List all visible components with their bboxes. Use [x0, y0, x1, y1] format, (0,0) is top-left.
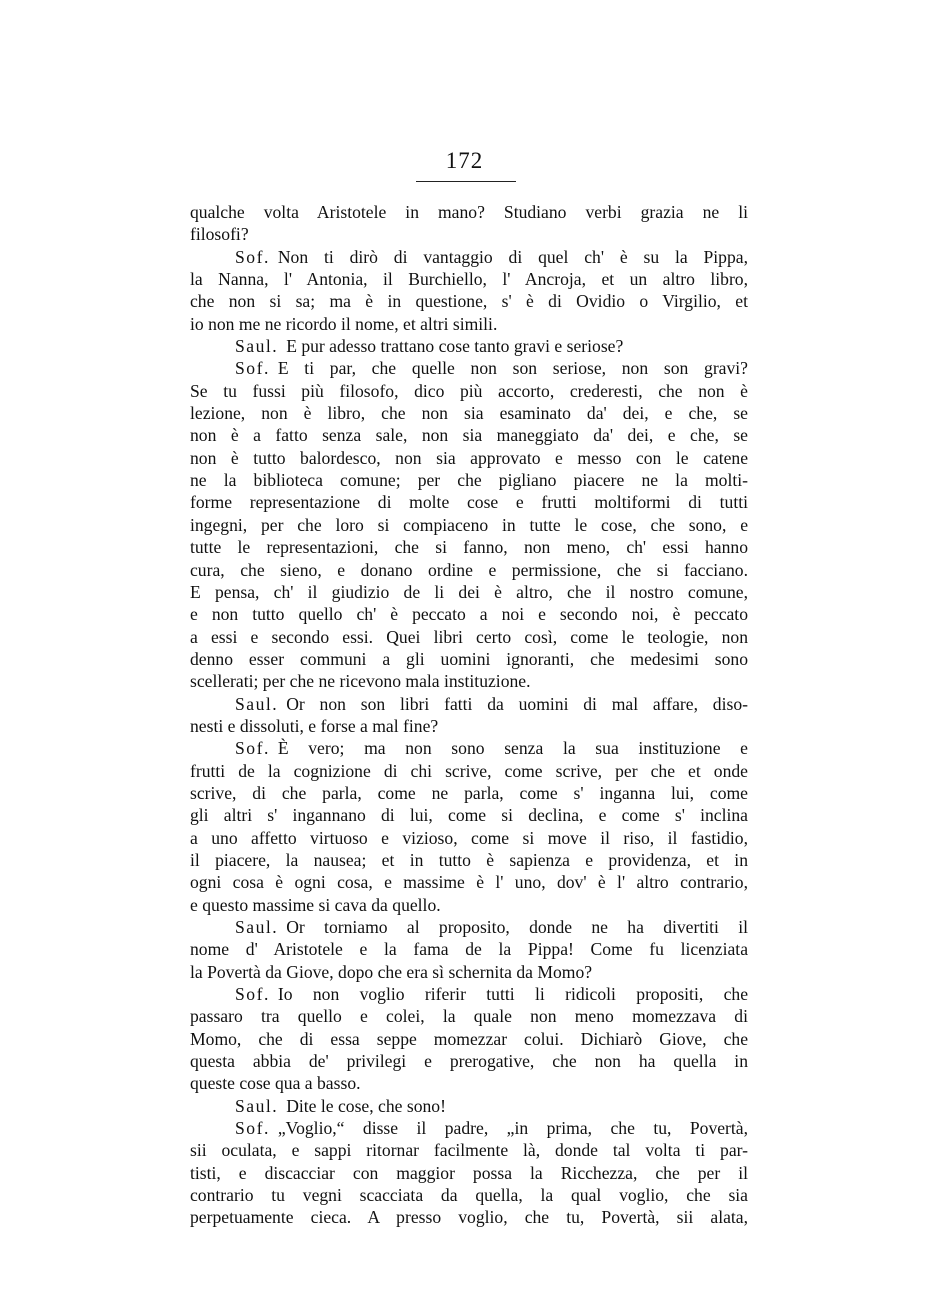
line-text: ingegni, per che loro si compiaceno in tutte le cose, che sono, e — [190, 514, 748, 535]
line-text: perpetuamente cieca. A presso voglio, che tu, Povertà, sii alata, — [190, 1207, 748, 1228]
line-text: cura, che sieno, e donano ordine e permissione, che si facciano. — [190, 559, 748, 580]
line-text: Or non son libri fatti da uomini di mal affare, diso- — [286, 693, 748, 714]
text-line — [190, 648, 748, 670]
text-line — [190, 1095, 748, 1117]
line-text: la Povertà da Giove, dopo che era sì schernita da Momo? — [190, 961, 593, 982]
text-line — [190, 469, 748, 491]
line-text: filosofi? — [190, 224, 249, 245]
text-line — [190, 1050, 748, 1072]
line-text: tisti, e discacciar con maggior possa la Ricchezza, che per il — [190, 1162, 748, 1183]
line-text: e questo massime si cava da quello. — [190, 894, 441, 915]
line-text: che non si sa; ma è in questione, s' è di Ovidio o Virgilio, et — [190, 291, 748, 312]
text-line — [190, 693, 748, 715]
line-text: questa abbia de' privilegi e prerogative, che non ha quella in — [190, 1051, 748, 1072]
speaker-label: Sof. — [235, 738, 270, 759]
line-text: gli altri s' ingannano di lui, come si declina, e come s' inclina — [190, 805, 748, 826]
text-line — [190, 1028, 748, 1050]
text-line — [190, 827, 748, 849]
line-text: forme representazione di molte cose e frutti moltiformi di tutti — [190, 492, 748, 513]
line-text: „Voglio,“ disse il padre, „in prima, che tu, Povertà, — [277, 1118, 748, 1139]
line-text: la Nanna, l' Antonia, il Burchiello, l' Ancroja, et un altro libro, — [190, 269, 748, 290]
text-line — [190, 737, 748, 759]
text-line — [190, 223, 748, 245]
text-line — [190, 313, 748, 335]
text-line — [190, 804, 748, 826]
line-text: e non tutto quello ch' è peccato a noi e secondo noi, è peccato — [190, 604, 748, 625]
line-text: non è tutto balordesco, non sia approvato e messo con le catene — [190, 447, 748, 468]
speaker-label: Sof. — [235, 984, 270, 1005]
text-line — [190, 581, 748, 603]
text-line — [190, 246, 748, 268]
text-line — [190, 491, 748, 513]
line-text: frutti de la cognizione di chi scrive, come scrive, per che et onde — [190, 760, 748, 781]
line-text: È vero; ma non sono senza la sua instituzione e — [277, 738, 748, 759]
text-line — [190, 894, 748, 916]
text-line — [190, 603, 748, 625]
line-text: Momo, che di essa seppe momezzar colui. Dichiarò Giove, che — [190, 1028, 748, 1049]
text-line — [190, 670, 748, 692]
text-line — [190, 201, 748, 223]
speaker-label: Saul. — [235, 1095, 279, 1116]
line-text: scrive, di che parla, come ne parla, come s' inganna lui, come — [190, 782, 748, 803]
line-text: Or torniamo al proposito, donde ne ha divertiti il — [286, 917, 748, 937]
text-line — [190, 514, 748, 536]
page-number: 172 — [445, 148, 484, 173]
text-line — [190, 424, 748, 446]
line-text: denno esser communi a gli uomini ignoranti, che medesimi sono — [190, 648, 748, 669]
text-line — [190, 380, 748, 402]
header-rule — [416, 181, 516, 182]
line-text: queste cose qua a basso. — [190, 1073, 361, 1094]
text-line — [190, 268, 748, 290]
text-line — [190, 1005, 748, 1027]
text-line — [190, 871, 748, 893]
line-text: Io non voglio riferir tutti li ridicoli propositi, che — [277, 984, 748, 1005]
line-text: Non ti dirò di vantaggio di quel ch' è su la Pippa, — [277, 246, 748, 267]
line-text: ne la biblioteca comune; per che pigliano piacere ne la molti- — [190, 470, 748, 491]
speaker-label: Sof. — [235, 246, 270, 267]
line-text: nome d' Aristotele e la fama de la Pippa! Come fu licenziata — [190, 939, 748, 960]
line-text: il piacere, la nausea; et in tutto è sapienza e providenza, et in — [190, 849, 748, 870]
line-text: non è a fatto senza sale, non sia maneggiato da' dei, e che, se — [190, 425, 748, 446]
text-line — [190, 961, 748, 983]
text-line — [190, 290, 748, 312]
text-line — [190, 849, 748, 871]
text-line — [190, 760, 748, 782]
text-line — [190, 1139, 748, 1161]
line-text: a essi e secondo essi. Quei libri certo così, come le teologie, non — [190, 626, 748, 647]
speaker-label: Sof. — [235, 358, 270, 379]
line-text: E pur adesso trattano cose tanto gravi e seriose? — [286, 336, 624, 357]
text-line — [190, 402, 748, 424]
text-line — [190, 1206, 748, 1228]
text-line — [190, 938, 748, 960]
text-line — [190, 1184, 748, 1206]
line-text: contrario tu vegni scacciata da quella, la qual voglio, che sia — [190, 1185, 748, 1206]
line-text: Se tu fussi più filosofo, dico più accorto, crederesti, che non è — [190, 380, 748, 401]
line-text: qualche volta Aristotele in mano? Studiano verbi grazia ne li — [190, 202, 748, 222]
text-line — [190, 559, 748, 581]
line-text: io non me ne ricordo il nome, et altri simili. — [190, 313, 498, 334]
text-line — [190, 1162, 748, 1184]
line-text: ogni cosa è ogni cosa, e massime è l' uno, dov' è l' altro contrario, — [190, 872, 748, 893]
line-text: E ti par, che quelle non son seriose, non son gravi? — [277, 358, 748, 379]
text-line — [190, 626, 748, 648]
text-line — [190, 447, 748, 469]
line-text: tutte le representazioni, che si fanno, non meno, ch' essi hanno — [190, 537, 748, 558]
speaker-label: Saul. — [235, 693, 279, 714]
text-line — [190, 715, 748, 737]
speaker-label: Saul. — [235, 917, 279, 937]
text-line — [190, 983, 748, 1005]
text-line — [190, 916, 748, 938]
line-text: a uno affetto virtuoso e vizioso, come si move il riso, il fastidio, — [190, 827, 748, 848]
line-text: E pensa, ch' il giudizio de li dei è altro, che il nostro comune, — [190, 581, 748, 602]
line-text: sii oculata, e sappi ritornar facilmente là, donde tal volta ti par- — [190, 1140, 748, 1161]
text-line — [190, 782, 748, 804]
line-text: lezione, non è libro, che non sia esaminato da' dei, e che, se — [190, 403, 748, 424]
text-line — [190, 357, 748, 379]
line-text: passaro tra quello e colei, la quale non meno momezzava di — [190, 1006, 748, 1027]
speaker-label: Saul. — [235, 336, 279, 357]
line-text: scellerati; per che ne ricevono mala instituzione. — [190, 671, 531, 692]
text-line — [190, 1072, 748, 1094]
speaker-label: Sof. — [235, 1118, 270, 1139]
body-text — [190, 201, 748, 1229]
line-text: nesti e dissoluti, e forse a mal fine? — [190, 715, 439, 736]
line-text: Dite le cose, che sono! — [286, 1095, 446, 1116]
text-line — [190, 536, 748, 558]
text-line — [190, 335, 748, 357]
text-line — [190, 1117, 748, 1139]
